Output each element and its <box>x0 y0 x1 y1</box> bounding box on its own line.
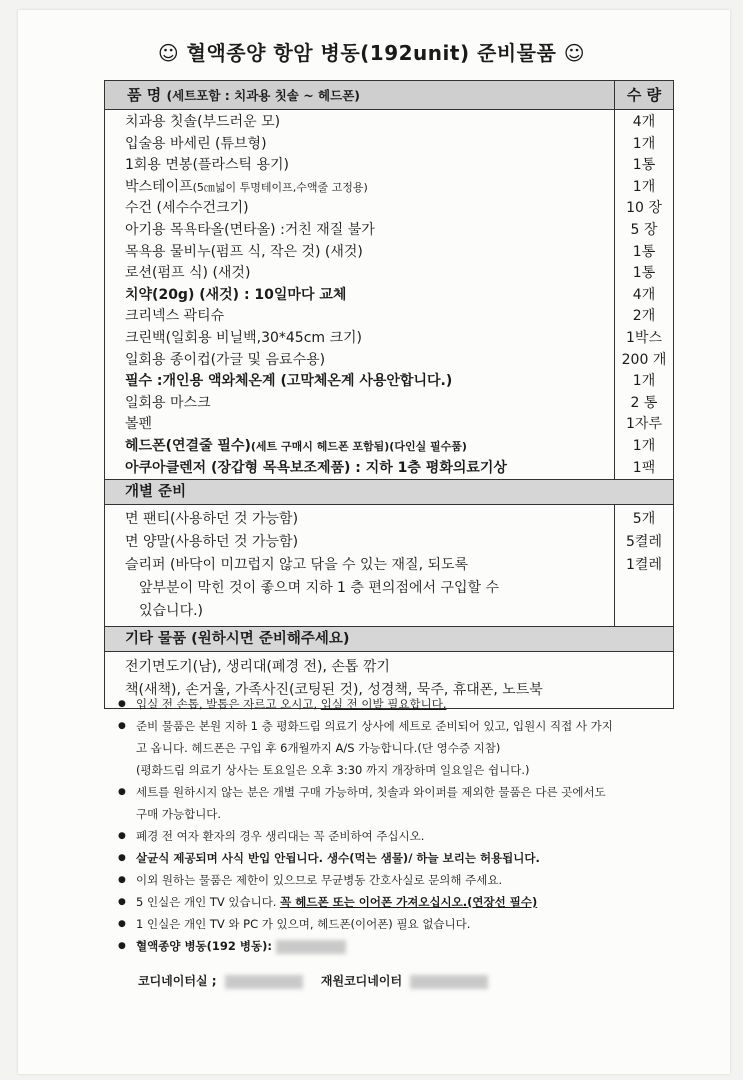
table-row: 일회용 마스크 <box>125 394 211 411</box>
table-row: 치약(20g) (새것) : 10일마다 교체 <box>125 286 347 303</box>
qty-cell: 1개 <box>632 373 656 390</box>
table-row: 아기용 목욕타올(면타올) :거친 재질 불가 <box>125 221 375 238</box>
inpatient-coordinator-label: 재원코디네이터 <box>320 974 403 988</box>
note-item: ● 세트를 원하시지 않는 분은 개별 구매 가능하며, 칫솔과 와이퍼를 제외한 물품은 다른 곳에서도 구매 가능합니다. <box>118 781 618 825</box>
note-item <box>118 935 618 957</box>
table-row: 크리넥스 곽티슈 <box>125 308 225 325</box>
note-text: 준비 물품은 본원 지하 1 층 평화드림 의료기 상사에 세트로 준비되어 있고, 입원시 직접 사 가지고 옵니다. 헤드폰은 구입 후 6개월까지 A/S 가능합니다.(단 영수증 지참) <box>136 719 613 755</box>
list-item: 책(새책), 손거울, 가족사진(코팅된 것), 성경책, 묵주, 휴대폰, 노트북 <box>125 682 543 699</box>
table-row: 면 양말(사용하던 것 가능함) <box>125 534 299 551</box>
note-emphasis: 꼭 헤드폰 또는 이어폰 가져오십시오.(연장선 필수) <box>280 895 538 909</box>
notes-list <box>118 693 618 957</box>
note-text: 혈액종양 병동(192 병동): <box>136 939 272 953</box>
qty-cell: 1개 <box>632 437 656 454</box>
item-name: 박스테이프 <box>125 178 193 195</box>
item-name: 헤드폰(연결줄 필수) <box>125 437 251 454</box>
qty-cell: 1자루 <box>626 416 662 433</box>
note-text: (평화드림 의료기 상사는 토요일은 오후 3:30 까지 개장하며 일요일은 쉽니다.) <box>136 763 530 777</box>
qty-cell: 1통 <box>632 265 656 282</box>
individual-section-header: 개별 준비 <box>105 480 673 505</box>
qty-cell: 1통 <box>632 157 656 174</box>
qty-cell: 1팩 <box>632 459 656 476</box>
note-item: ● 1 인실은 개인 TV 와 PC 가 있으며, 헤드폰(이어폰) 필요 없습니다. <box>118 913 618 935</box>
item-note: (5㎝넓이 투명테이프,수액줄 고정용) <box>192 180 368 194</box>
table-header <box>105 81 673 110</box>
redacted-block <box>410 975 488 989</box>
qty-cell: 10 장 <box>626 200 662 217</box>
qty-cell: 1통 <box>632 243 656 260</box>
table-row: 볼펜 <box>125 416 153 433</box>
qty-cell: 5켤레 <box>626 534 662 551</box>
qty-cell: 4개 <box>632 286 656 303</box>
qty-cell: 5 장 <box>630 221 658 238</box>
set-note: (세트포함 : 치과용 칫솔 ~ 헤드폰) <box>166 88 360 103</box>
table-row-continued: 있습니다.) <box>139 603 204 620</box>
page-title: ☺ 혈액종양 항암 병동(192unit) 준비물품 ☺ <box>157 41 586 65</box>
list-item: 전기면도기(남), 생리대(폐경 전), 손톱 깎기 <box>125 659 390 676</box>
supplies-table <box>104 80 674 709</box>
set-items-section <box>105 110 673 480</box>
table-row <box>105 436 614 458</box>
qty-cell: 200 개 <box>621 351 667 368</box>
note-item <box>118 693 618 715</box>
coordinator-line <box>138 972 502 989</box>
table-row: 목욕용 물비누(펌프 식, 작은 것) (새것) <box>125 243 363 260</box>
coordinator-room-label: 코디네이터실 ; <box>138 974 217 988</box>
note-item: ● 살균식 제공되며 사식 반입 안됩니다. 생수(먹는 샘물)/ 하늘 보리는 허용됩니다. <box>118 847 618 869</box>
qty-cell: 1개 <box>632 135 656 152</box>
note-item: ● 폐경 전 여자 환자의 경우 생리대는 꼭 준비하여 주십시오. <box>118 825 618 847</box>
note-item: ● 이외 원하는 물품은 제한이 있으므로 무균병동 간호사실로 문의해 주세요. <box>118 869 618 891</box>
note-item <box>118 715 618 781</box>
table-row: 1회용 면봉(플라스틱 용기) <box>125 157 289 174</box>
table-row: 면 팬티(사용하던 것 가능함) <box>125 511 299 528</box>
item-note: (세트 구매시 헤드폰 포함됨)(다인실 필수품) <box>250 439 467 453</box>
name-col-label: 품 명 <box>127 86 162 104</box>
qty-cell: 1박스 <box>626 329 662 346</box>
name-column-header <box>105 81 614 109</box>
qty-cell: 2 통 <box>630 394 658 411</box>
other-section-header: 기타 물품 (원하시면 준비해주세요) <box>105 627 673 652</box>
note-item <box>118 891 618 913</box>
table-row: 슬리퍼 (바닥이 미끄럽지 않고 닦을 수 있는 재질, 되도록 <box>125 557 469 574</box>
individual-items-section <box>105 505 673 627</box>
qty-cell: 4개 <box>632 114 656 130</box>
table-row: 입술용 바세린 (튜브형) <box>125 135 267 152</box>
table-row: 필수 :개인용 액와체온계 (고막체온계 사용안합니다.) <box>125 373 453 390</box>
table-row-continued: 앞부분이 막힌 것이 좋으며 지하 1 층 편의점에서 구입할 수 <box>139 580 500 597</box>
qty-cell: 1개 <box>632 178 656 195</box>
table-row: 아쿠아클렌저 (장갑형 목욕보조제품) : 지하 1층 평화의료기상 <box>125 459 507 476</box>
note-text: 5 인실은 개인 TV 있습니다. <box>136 895 281 909</box>
qty-cell: 2개 <box>632 308 656 325</box>
note-emphasis: 입실 전 이발 필요합니다. <box>320 697 447 711</box>
qty-cell: 1켤레 <box>626 557 662 574</box>
qty-column-header: 수 량 <box>614 81 673 109</box>
table-row: 크린백(일회용 비닐백,30*45cm 크기) <box>125 329 363 346</box>
table-row: 로션(펌프 식) (새것) <box>125 265 251 282</box>
table-row: 수건 (세수수건크기) <box>125 200 249 217</box>
table-row: 일회용 종이컵(가글 및 음료수용) <box>125 351 326 368</box>
redacted-block <box>276 940 346 954</box>
note-text: 입실 전 손톱, 발톱은 자르고 오시고, <box>136 697 321 711</box>
table-row <box>105 177 614 199</box>
qty-cell: 5개 <box>632 511 656 528</box>
table-row: 치과용 칫솔(부드러운 모) <box>125 114 281 130</box>
redacted-block <box>225 975 303 989</box>
